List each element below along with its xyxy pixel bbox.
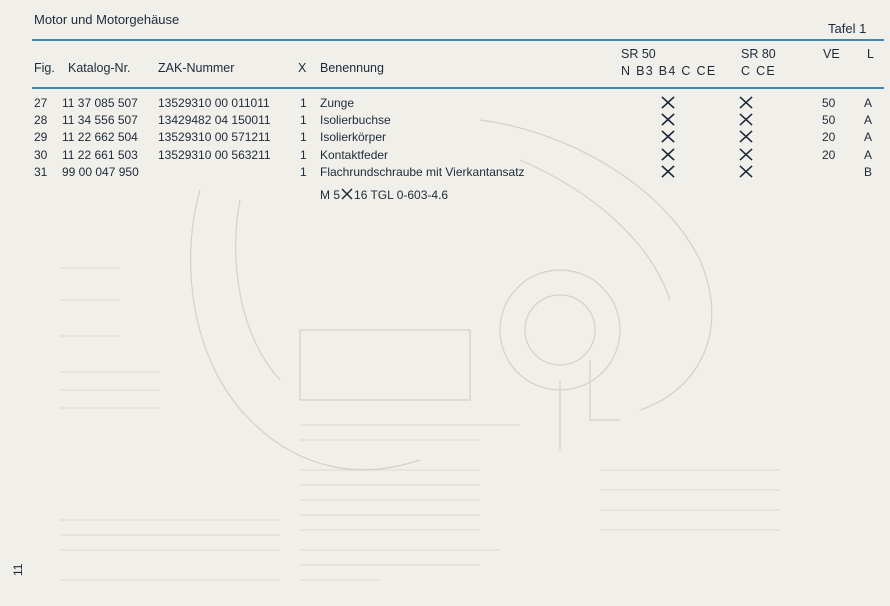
header-rule-top <box>32 39 884 41</box>
column-header-sr50-variants: N B3 B4 C CE <box>621 64 717 78</box>
cell-benennung: Isolierkörper <box>320 130 387 145</box>
table-row <box>0 113 890 130</box>
cell-fig: 31 <box>34 164 48 179</box>
column-header-fig: Fig. <box>34 61 55 75</box>
cell-ve: 50 <box>822 96 836 110</box>
cross-mark-icon <box>660 130 676 143</box>
cell-quantity: 1 <box>300 96 307 110</box>
cross-mark-icon <box>660 96 676 109</box>
column-header-sr50: SR 50 <box>621 47 656 61</box>
page-title: Motor und Motorgehäuse <box>34 12 180 27</box>
plate-label: Tafel 1 <box>828 21 867 36</box>
cell-fig: 29 <box>34 130 48 145</box>
cross-mark-icon <box>738 113 754 126</box>
cross-mark-icon <box>738 165 754 178</box>
cell-zak: 13429482 04 150011 <box>158 113 271 128</box>
thread-size-suffix: 16 TGL 0-603-4.6 <box>354 188 449 202</box>
cell-zak: 13529310 00 571211 <box>158 130 271 145</box>
column-header-katalog: Katalog-Nr. <box>68 61 131 75</box>
column-header-l: L <box>867 47 874 61</box>
cell-fig: 28 <box>34 113 48 128</box>
cell-fig: 27 <box>34 96 48 110</box>
table-row <box>0 130 890 147</box>
cell-benennung: Flachrundschraube mit Vierkantansatz <box>320 164 525 179</box>
column-header-benennung: Benennung <box>320 61 384 75</box>
cell-benennung: Zunge <box>320 96 355 110</box>
cross-mark-icon <box>738 96 754 109</box>
table-row <box>0 148 890 165</box>
cell-l: A <box>864 96 873 110</box>
cell-benennung: Kontaktfeder <box>320 147 389 162</box>
column-header-zak: ZAK-Nummer <box>158 61 235 75</box>
cell-ve: 20 <box>822 147 836 162</box>
table-row <box>0 165 890 182</box>
header-rule-bottom <box>32 87 884 89</box>
cell-katalog: 11 34 556 507 <box>62 113 138 128</box>
cross-mark-icon <box>738 130 754 143</box>
cell-katalog: 11 22 661 503 <box>62 147 138 162</box>
table-row <box>0 96 890 113</box>
row-31-continuation <box>320 188 448 202</box>
cell-l: B <box>864 164 873 179</box>
cell-zak: 13529310 00 011011 <box>158 96 270 110</box>
cell-zak: 13529310 00 563211 <box>158 147 271 162</box>
cell-quantity: 1 <box>300 164 307 179</box>
page-number: 11 <box>11 563 25 576</box>
cross-mark-icon <box>660 165 676 178</box>
cell-benennung: Isolierbuchse <box>320 113 391 128</box>
cross-mark-icon <box>738 148 754 161</box>
cell-katalog: 11 22 662 504 <box>62 130 138 145</box>
cell-l: A <box>864 147 873 162</box>
thread-size-prefix: M 5 <box>320 188 341 202</box>
column-header-sr80-variants: C CE <box>741 64 777 78</box>
cell-l: A <box>864 113 873 128</box>
cross-mark-icon <box>660 113 676 126</box>
cell-quantity: 1 <box>300 147 307 162</box>
multiply-cross-icon <box>340 188 354 200</box>
cell-ve: 50 <box>822 113 836 128</box>
cell-quantity: 1 <box>300 113 307 128</box>
cell-katalog: 11 37 085 507 <box>62 96 138 110</box>
column-header-sr80: SR 80 <box>741 47 776 61</box>
cross-mark-icon <box>660 148 676 161</box>
cell-ve: 20 <box>822 130 836 145</box>
column-header-quantity: X <box>298 61 307 75</box>
cell-katalog: 99 00 047 950 <box>62 164 139 179</box>
cell-l: A <box>864 130 873 145</box>
column-header-ve: VE <box>823 47 840 61</box>
cell-quantity: 1 <box>300 130 307 145</box>
cell-fig: 30 <box>34 147 48 162</box>
